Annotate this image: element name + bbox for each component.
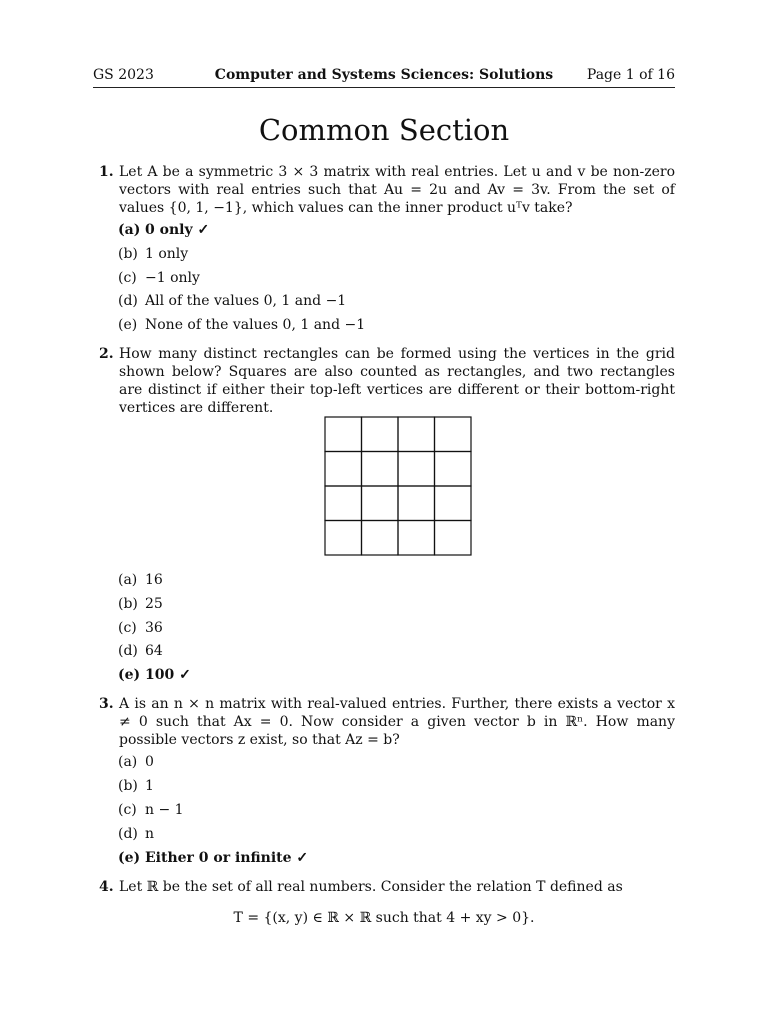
grid-cell xyxy=(325,486,362,521)
question-text: A is an n × n matrix with real-valued entries. Further, there exists a vector x ≠ 0 such that Ax = 0. Now consider a given vector b in ℝⁿ. How many possible vectors z exist, so that Az = b? xyxy=(119,696,675,748)
question-4 xyxy=(93,878,675,898)
grid-cell xyxy=(435,417,472,452)
question-text: Let A be a symmetric 3 × 3 matrix with real entries. Let u and v be non-zero vectors with real entries such that Au = 2u and Av = 3v. From the set of values {0, 1, −1}, which values can the inner product uᵀv take? xyxy=(119,164,675,216)
q3-option-e xyxy=(118,849,308,867)
question-number: 1. xyxy=(99,164,114,180)
option-text: 25 xyxy=(145,596,163,612)
grid-cell xyxy=(362,486,399,521)
option-label: (d) xyxy=(118,643,138,659)
option-label: (b) xyxy=(118,246,138,262)
option-label: (a) xyxy=(118,572,138,588)
exam-code: GS 2023 xyxy=(93,67,154,83)
question-number: 2. xyxy=(99,346,114,362)
question-3 xyxy=(93,695,675,751)
question-text: Let ℝ be the set of all real numbers. Consider the relation T defined as xyxy=(119,879,623,895)
option-text: 36 xyxy=(145,620,163,636)
option-label: (d) xyxy=(118,293,138,309)
q3-option-b xyxy=(118,777,154,795)
option-text: None of the values 0, 1 and −1 xyxy=(145,317,366,333)
grid-cell xyxy=(398,486,435,521)
q1-option-e xyxy=(118,316,365,334)
option-text: −1 only xyxy=(145,270,200,286)
vertex-grid-figure xyxy=(324,416,472,556)
q2-option-d xyxy=(118,642,163,660)
grid-cell xyxy=(435,486,472,521)
page-header xyxy=(93,66,675,88)
option-label: (e) xyxy=(118,317,138,333)
relation-formula: T = {(x, y) ∈ ℝ × ℝ such that 4 + xy > 0}. xyxy=(233,910,535,926)
option-text: 16 xyxy=(145,572,163,588)
option-label: (d) xyxy=(118,826,138,842)
q2-option-a xyxy=(118,571,163,589)
running-title: Computer and Systems Sciences: Solutions xyxy=(214,67,554,83)
q1-option-c xyxy=(118,269,200,287)
question-1 xyxy=(93,163,675,219)
option-text: 100 ✓ xyxy=(145,667,191,683)
option-label: (b) xyxy=(118,778,138,794)
grid-cell xyxy=(362,452,399,487)
option-text: 0 xyxy=(145,754,154,770)
grid-cell xyxy=(435,452,472,487)
grid-cell xyxy=(362,417,399,452)
option-label: (c) xyxy=(118,270,137,286)
grid-cell xyxy=(398,417,435,452)
option-text: n − 1 xyxy=(145,802,184,818)
grid-cell xyxy=(325,417,362,452)
q3-option-d xyxy=(118,825,154,843)
q1-option-a xyxy=(118,221,209,239)
option-label: (e) xyxy=(118,667,141,683)
page-number: Page 1 of 16 xyxy=(586,67,675,83)
question-text: How many distinct rectangles can be formed using the vertices in the grid shown below? Squares are also counted as rectangles, and two rectangles are distinct if either their top-left vertices are different or their bottom-right vertices are different. xyxy=(119,346,675,416)
q2-option-e xyxy=(118,666,191,684)
option-label: (a) xyxy=(118,222,141,238)
option-text: All of the values 0, 1 and −1 xyxy=(145,293,347,309)
grid-cell xyxy=(435,521,472,556)
option-text: Either 0 or infinite ✓ xyxy=(145,850,309,866)
option-text: 64 xyxy=(145,643,163,659)
grid-cell xyxy=(362,521,399,556)
option-text: 1 xyxy=(145,778,154,794)
option-label: (b) xyxy=(118,596,138,612)
grid-cell xyxy=(398,452,435,487)
option-text: 1 only xyxy=(145,246,189,262)
option-label: (c) xyxy=(118,802,137,818)
option-label: (a) xyxy=(118,754,138,770)
option-text: n xyxy=(145,826,155,842)
option-text: 0 only ✓ xyxy=(145,222,210,238)
q2-option-c xyxy=(118,619,163,637)
q3-option-c xyxy=(118,801,184,819)
option-label: (e) xyxy=(118,850,141,866)
q3-option-a xyxy=(118,753,154,771)
grid-cell xyxy=(325,452,362,487)
q1-option-b xyxy=(118,245,188,263)
q1-option-d xyxy=(118,292,346,310)
grid-cell xyxy=(325,521,362,556)
question-number: 3. xyxy=(99,696,114,712)
question-2 xyxy=(93,345,675,416)
option-label: (c) xyxy=(118,620,137,636)
section-title: Common Section xyxy=(258,113,510,147)
question-number: 4. xyxy=(99,879,114,895)
grid-cell xyxy=(398,521,435,556)
q2-option-b xyxy=(118,595,163,613)
